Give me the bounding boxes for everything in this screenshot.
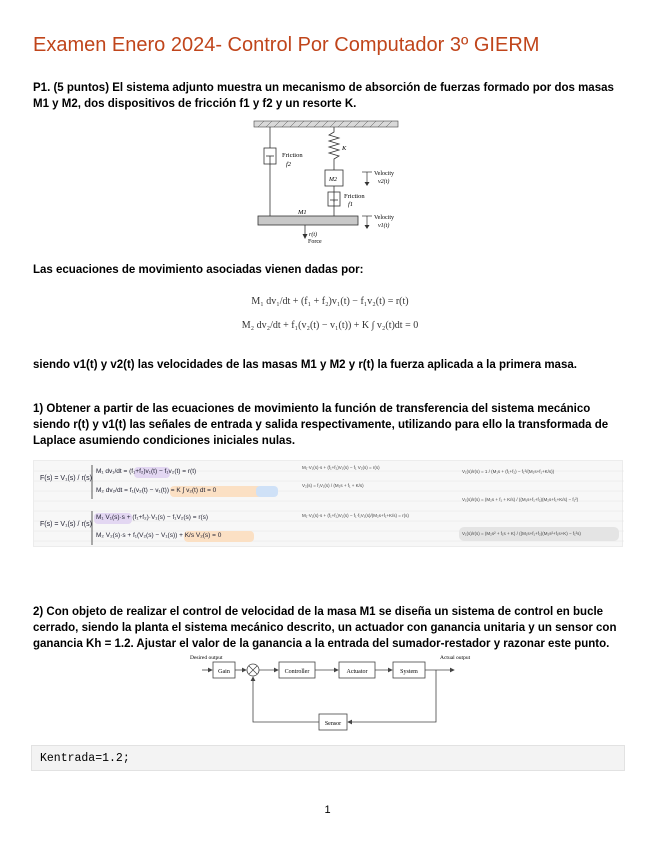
- hw-result-3: V₁(s)/r(s) = (M₂s² + f₁s + K) / ((M₁s+f₁+f₂)(M₂s²+f₁s+K) − f₁²s): [462, 531, 581, 536]
- hw-mid-2: V₂(s) = f₁V₁(s) / (M₂s + f₁ + K/s): [302, 483, 364, 488]
- hw-result-1: V₁(s)/r(s) = 1 / (M₁s + (f₁+f₂) − f₁²/(M₂s+f₁+K/s)): [462, 469, 555, 474]
- system-label: System: [400, 669, 418, 675]
- hw-lhs-1: F(s) = V₁(s) / r(s): [40, 475, 92, 482]
- mass-m2-label: M2: [329, 177, 337, 183]
- page-number: 1: [324, 804, 331, 816]
- question-2: 2) Con objeto de realizar el control de velocidad de la masa M1 se diseña un sistema de control en bucle cerrado, siendo la planta el sistema mecánico descrito, un actuador con ganancia unitaria y un sensor con ganancia Kh = 1.2. Ajustar el valor de la ganancia a la entrada del sumador-restador y razonar este punto.: [33, 606, 617, 650]
- friction-f1-label: Friction: [344, 193, 365, 200]
- hw-result-2: V₁(s)/r(s) = (M₂s + f₁ + K/s) / ((M₁s+f₁+f₂)(M₂s+f₁+K/s) − f₁²): [462, 497, 579, 502]
- sensor-label: Sensor: [324, 721, 342, 727]
- f2-label: f2: [286, 161, 292, 168]
- hw-mid-3: M₁·V₁(s)·s + (f₁+f₂)V₁(s) − f₁·f₁V₁(s)/(M₂s+f₁+K/s) = r(s): [302, 513, 409, 518]
- hw-eq-3: M₁ V₁(s)·s + (f₁+f₂)·V₁(s) − f₁V₂(s) = r(s): [96, 514, 209, 521]
- handwritten-solution-image: [33, 460, 623, 547]
- controller-label: Controller: [284, 669, 310, 675]
- hw-lhs-2: F(s) = V₁(s) / r(s): [40, 521, 92, 528]
- force-r-label: r(t): [309, 232, 317, 238]
- spring-k-label: K: [342, 145, 347, 152]
- desired-output-label: Desired output: [190, 655, 223, 661]
- actuator-label: Actuator: [346, 669, 368, 675]
- equation-1: M₁ dv₁/dt + (f₁ + f₂)v₁(t) − f₁v₂(t) = r(t): [251, 296, 409, 307]
- mass-m1-label: M1: [298, 209, 307, 216]
- block-diagram: [188, 650, 471, 736]
- f1-label: f1: [348, 201, 354, 208]
- problem-1-statement: P1. (5 puntos) El sistema adjunto muestra un mecanismo de absorción de fuerzas formado por dos masas M1 y M2, dos dispositivos de fricción f1 y f2 y un resorte K.: [33, 82, 614, 110]
- equation-2: M₂ dv₂/dt + f₁(v₂(t) − v₁(t)) + K ∫ v₂(t)dt = 0: [241, 320, 419, 331]
- mechanical-system-figure: [250, 120, 410, 246]
- force-label: Force: [308, 239, 322, 245]
- page-title: Examen Enero 2024- Control Por Computador 3º GIERM: [33, 34, 540, 56]
- v2-label: v2(t): [378, 179, 390, 185]
- v1-label: v1(t): [378, 223, 390, 229]
- hw-mid-1: M₁·V₁(s)·s + (f₁+f₂)V₁(s) − f₁ V₂(s) = r(s): [302, 465, 380, 470]
- hw-eq-2: M₂ dv₂/dt = f₁(v₂(t) − v₁(t)) = K ∫ v₂(t) dt = 0: [96, 487, 217, 494]
- velocity-2-label: Velocity: [374, 171, 394, 177]
- gain-label: Gain: [218, 669, 230, 675]
- friction-f2-label: Friction: [282, 152, 303, 159]
- actual-output-label: Actual output: [440, 655, 471, 661]
- code-text: Kentrada=1.2;: [40, 752, 130, 765]
- equations-intro: Las ecuaciones de movimiento asociadas vienen dadas por:: [33, 264, 364, 276]
- code-cell[interactable]: [31, 745, 625, 771]
- hw-eq-4: M₂ V₂(s)·s + f₁(V₂(s) − V₁(s)) + K/s V₂(s) = 0: [96, 532, 222, 539]
- hw-eq-1: M₁ dv₁/dt = (f₁+f₂)v₁(t) − f₁v₂(t) = r(t): [96, 468, 197, 475]
- question-1: 1) Obtener a partir de las ecuaciones de movimiento la función de transferencia del sistema mecánico siendo r(t) y v1(t) las señales de entrada y salida respectivamente, utilizando para ello la transformada de Laplace asumiendo condiciones iniciales nulas.: [33, 403, 609, 447]
- variables-description: siendo v1(t) y v2(t) las velocidades de las masas M1 y M2 y r(t) la fuerza aplicada a la primera masa.: [33, 359, 577, 371]
- velocity-1-label: Velocity: [374, 215, 394, 221]
